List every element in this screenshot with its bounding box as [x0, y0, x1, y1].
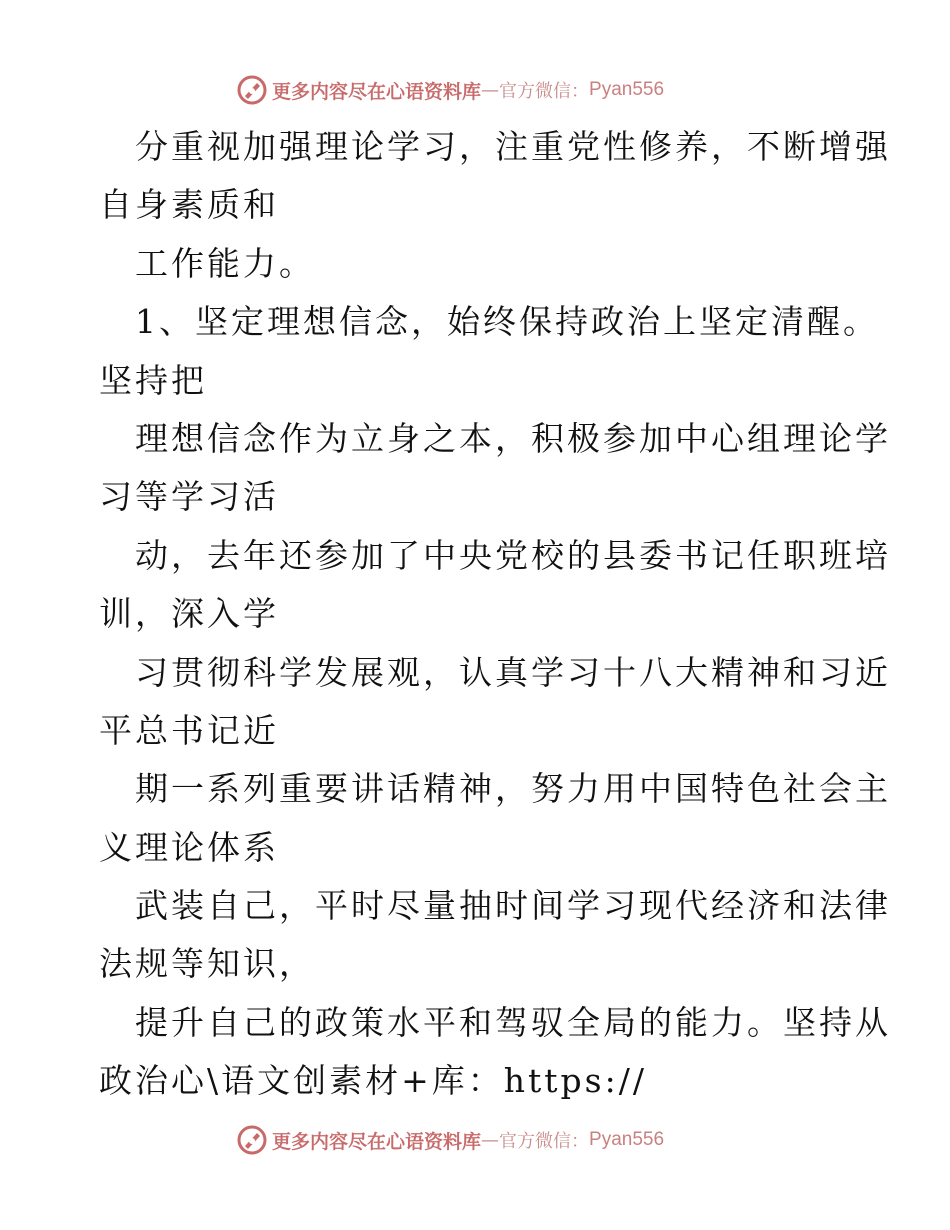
watermark-brand: 更多内容尽在心语资料库: [272, 1130, 482, 1153]
text-line: 1、坚定理想信念，始终保持政治上坚定清醒。: [135, 302, 879, 342]
text-line: 提升自己的政策水平和驾驭全局的能力。坚持从: [135, 1002, 891, 1042]
watermark-dash: —: [481, 79, 500, 101]
text-line: 坚持把: [99, 360, 207, 400]
pen-seal-icon: [236, 1124, 268, 1156]
watermark-official: 官方微信：: [499, 1131, 590, 1152]
text-line: 工作能力。: [135, 243, 315, 283]
text-line: 平总书记近: [99, 710, 279, 750]
header-watermark: [236, 73, 716, 107]
footer-watermark: [236, 1123, 716, 1157]
text-line: 法规等知识，: [99, 944, 315, 984]
text-line: 自身素质和: [99, 185, 279, 225]
pen-seal-icon: [236, 74, 268, 106]
text-line: 理想信念作为立身之本，积极参加中心组理论学: [135, 418, 891, 458]
watermark-brand: 更多内容尽在心语资料库: [272, 80, 482, 103]
text-line: 政治心\语文创素材+库：https://: [99, 1061, 647, 1101]
text-line: 武装自己，平时尽量抽时间学习现代经济和法律: [135, 886, 891, 926]
watermark-id: Pyan556: [589, 1129, 665, 1150]
text-line: 义理论体系: [99, 827, 279, 867]
text-line: 分重视加强理论学习，注重党性修养，不断增强: [135, 127, 891, 166]
watermark-official: 官方微信：: [499, 81, 590, 102]
text-line: 习等学习活: [99, 477, 279, 517]
text-line: 训，深入学: [99, 594, 279, 634]
text-line: 动，去年还参加了中央党校的县委书记任职班培: [135, 535, 891, 575]
document-body: [99, 118, 891, 1111]
text-line: 期一系列重要讲话精神，努力用中国特色社会主: [135, 769, 891, 809]
watermark-dash: —: [481, 1129, 500, 1151]
text-line: 习贯彻科学发展观，认真学习十八大精神和习近: [135, 652, 891, 692]
watermark-id: Pyan556: [589, 79, 665, 100]
